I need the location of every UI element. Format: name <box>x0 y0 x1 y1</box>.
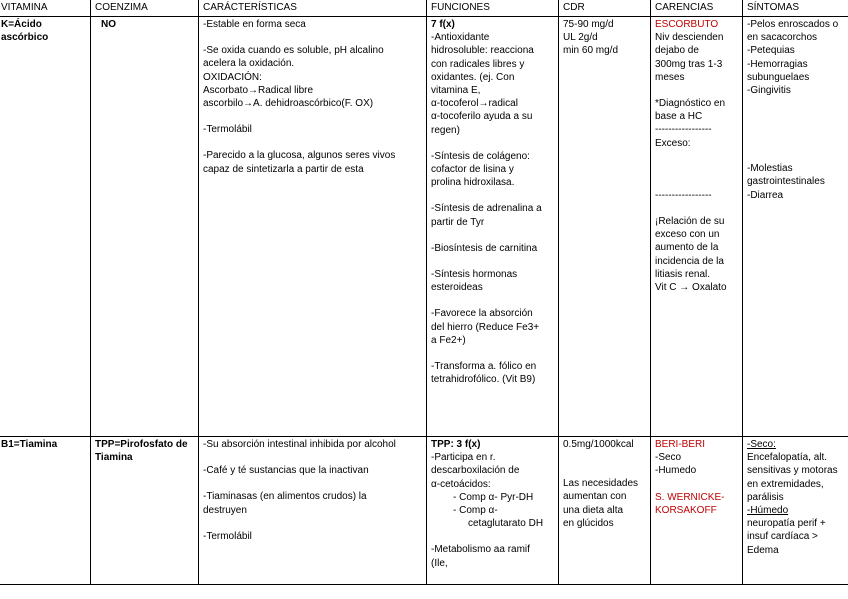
header-vitamina: VITAMINA <box>0 0 91 17</box>
text-line: Vit C → Oxalato <box>655 282 727 294</box>
text-line: acelera la oxidación. <box>203 58 295 70</box>
text-line: esteroideas <box>431 282 483 294</box>
caracteristicas-list <box>203 18 422 176</box>
text-line: -Antioxidante <box>431 32 490 44</box>
table-row-vitamin-c <box>0 17 848 437</box>
vitamina-name: K=Ácido ascórbico <box>1 19 49 44</box>
text-line: 0.5mg/1000kcal <box>563 439 634 450</box>
text-line: α-cetoácidos: <box>431 478 491 490</box>
text-line: -Biosíntesis de carnitina <box>431 242 538 254</box>
text-line: hidrosoluble: reacciona <box>431 45 534 57</box>
funciones-title: TPP: 3 f(x) <box>431 439 481 450</box>
text-line <box>747 149 848 162</box>
coenzima-value: NO <box>101 19 116 30</box>
sintomas-seco-list <box>747 451 848 504</box>
text-line: *Diagnóstico en <box>655 98 726 110</box>
text-line: descarboxilación de <box>431 465 520 477</box>
text-line: Encefalopatía, alt. <box>747 452 828 464</box>
funciones-list <box>431 451 554 491</box>
header-funciones: FUNCIONES <box>427 0 559 17</box>
text-line: UL 2g/d <box>563 32 598 44</box>
text-line: ascorbilo→A. dehidroascórbico(F. OX) <box>203 98 374 110</box>
funciones-list <box>431 31 554 386</box>
text-line: destruyen <box>203 504 247 516</box>
text-line: 75-90 mg/d <box>563 19 614 30</box>
text-line: base a HC <box>655 111 703 123</box>
text-line: oxidantes. (ej. Con <box>431 71 515 83</box>
text-line: ----------------- <box>655 189 712 201</box>
carencias-korsakoff: KORSAKOFF <box>655 504 717 516</box>
text-line: Ascorbato→Radical libre <box>203 84 314 96</box>
text-line: del hierro (Reduce Fe3+ <box>431 321 540 333</box>
text-line: α-tocoferilo ayuda a su <box>431 111 533 123</box>
text-line <box>203 31 422 44</box>
text-line: 300mg tras 1-3 <box>655 58 723 70</box>
funciones-title: 7 f(x) <box>431 19 455 30</box>
table-row-vitamin-b1 <box>0 437 848 585</box>
text-line: -Síntesis hormonas <box>431 269 518 281</box>
text-line <box>563 464 646 477</box>
text-line <box>431 530 554 543</box>
text-line: en glúcidos <box>563 517 614 529</box>
text-line: en extremidades, <box>747 478 824 490</box>
text-line: α-tocoferol→radical <box>431 98 518 110</box>
carencias-beriberi: BERI-BERI <box>655 439 706 450</box>
cell-caracteristicas <box>199 17 427 437</box>
cdr-list <box>563 438 646 530</box>
text-line: -Su absorción intestinal inhibida por alcohol <box>203 439 396 450</box>
vitamina-name: B1=Tiamina <box>1 439 58 450</box>
text-line <box>747 123 848 136</box>
header-cdr: CDR <box>559 0 651 17</box>
text-line: ----------------- <box>655 124 712 136</box>
text-line: dejabo de <box>655 45 699 57</box>
cell-cdr <box>559 437 651 585</box>
text-line: OXIDACIÓN: <box>203 71 262 83</box>
text-line: Las necesidades <box>563 478 639 490</box>
text-line: Niv descienden <box>655 32 724 44</box>
text-line: vitamina E, <box>431 85 481 97</box>
text-line: -Humedo <box>655 465 697 477</box>
text-line: -Gingivitis <box>747 85 791 97</box>
funciones-tail <box>431 530 554 569</box>
text-line: capaz de sintetizarla a partir de esta <box>203 163 364 175</box>
text-line <box>203 451 422 464</box>
cell-cdr <box>559 17 651 437</box>
funciones-bullet: - Comp α- <box>453 505 498 517</box>
cell-coenzima <box>91 437 199 585</box>
text-line <box>431 347 554 360</box>
caracteristicas-list <box>203 438 422 543</box>
text-line: -Favorece la absorción <box>431 308 533 320</box>
cdr-list <box>563 18 646 58</box>
text-line: neuropatía perif + <box>747 518 826 530</box>
sintomas-list <box>747 18 848 202</box>
text-line: -Metabolismo aa ramif <box>431 544 530 556</box>
text-line: -Estable en forma seca <box>203 19 306 30</box>
text-line <box>655 84 738 97</box>
text-line: ¡Relación de su <box>655 216 725 228</box>
text-line: con radicales libres y <box>431 58 525 70</box>
text-line: -Parecido a la glucosa, algunos seres vivos <box>203 150 396 162</box>
text-line: -Síntesis de adrenalina a <box>431 203 542 215</box>
header-carencias: CARENCIAS <box>651 0 743 17</box>
cell-sintomas <box>743 17 848 437</box>
text-line: litiasis renal. <box>655 268 711 280</box>
text-line: insuf cardíaca > <box>747 531 818 543</box>
text-line <box>203 136 422 149</box>
text-line <box>431 255 554 268</box>
text-line: aumentan con <box>563 491 627 503</box>
text-line <box>203 110 422 123</box>
header-coenzima: COENZIMA <box>91 0 199 17</box>
text-line <box>747 110 848 123</box>
text-line <box>431 189 554 202</box>
cell-vitamina <box>0 437 91 585</box>
cell-sintomas <box>743 437 848 585</box>
text-line <box>747 136 848 149</box>
text-line <box>655 176 738 189</box>
text-line: -Seco <box>655 452 682 464</box>
text-line: partir de Tyr <box>431 216 485 228</box>
text-line: -Café y té sustancias que la inactivan <box>203 465 369 477</box>
text-line: -Pelos enroscados o <box>747 19 839 30</box>
text-line: -Tiaminasas (en alimentos crudos) la <box>203 491 367 503</box>
text-line: min 60 mg/d <box>563 45 619 57</box>
cell-funciones <box>427 17 559 437</box>
text-line: -Diarrea <box>747 189 784 201</box>
text-line <box>203 517 422 530</box>
cell-caracteristicas <box>199 437 427 585</box>
text-line: -Molestias <box>747 163 793 175</box>
carencias-list <box>655 451 738 477</box>
text-line: prolina hidroxilasa. <box>431 177 515 189</box>
sintomas-seco-label: -Seco: <box>747 439 776 450</box>
text-line: regen) <box>431 124 460 136</box>
text-line: parálisis <box>747 491 784 503</box>
funciones-bullet: - Comp α- Pyr-DH <box>453 491 534 503</box>
text-line <box>431 137 554 150</box>
text-line: -Petequias <box>747 45 795 57</box>
text-line: -Síntesis de colágeno: <box>431 150 530 162</box>
text-line: (Ile, <box>431 557 448 569</box>
text-line: incidencia de la <box>655 255 724 267</box>
text-line <box>431 294 554 307</box>
text-line: una dieta alta <box>563 504 624 516</box>
cell-carencias <box>651 17 743 437</box>
text-line: -Termolábil <box>203 124 252 136</box>
coenzima-value: TPP=Pirofosfato de Tiamina <box>95 439 188 464</box>
text-line: gastrointestinales <box>747 176 825 188</box>
text-line: tetrahidrofólico. (Vit B9) <box>431 374 536 386</box>
header-sintomas: SÍNTOMAS <box>743 0 848 17</box>
text-line <box>203 477 422 490</box>
text-line <box>747 97 848 110</box>
text-line: sensitivas y motoras <box>747 465 838 477</box>
text-line <box>655 150 738 163</box>
text-line: -Termolábil <box>203 530 252 542</box>
text-line <box>563 451 646 464</box>
text-line: Edema <box>747 544 779 556</box>
sintomas-humedo-list <box>747 517 848 557</box>
text-line: subunguelaes <box>747 71 810 83</box>
header-row <box>0 0 848 17</box>
text-line: -Se oxida cuando es soluble, pH alcalino <box>203 45 384 57</box>
text-line: aumento de la <box>655 242 719 254</box>
text-line: exceso con un <box>655 229 720 241</box>
carencias-wernicke: S. WERNICKE- <box>655 491 725 503</box>
text-line: cofactor de lisina y <box>431 164 514 176</box>
text-line <box>655 163 738 176</box>
sintomas-humedo-label: -Húmedo <box>747 505 789 517</box>
cell-vitamina <box>0 17 91 437</box>
text-line: a Fe2+) <box>431 334 466 346</box>
cell-funciones <box>427 437 559 585</box>
carencias-title: ESCORBUTO <box>655 19 719 30</box>
text-line: en sacacorchos <box>747 32 818 44</box>
header-caracteristicas: CARÁCTERÍSTICAS <box>199 0 427 17</box>
text-line: -Hemorragias <box>747 58 808 70</box>
cell-coenzima <box>91 17 199 437</box>
carencias-list <box>655 31 738 294</box>
funciones-bullet-cont: cetaglutarato DH <box>468 518 544 530</box>
cell-carencias <box>651 437 743 585</box>
text-line <box>655 202 738 215</box>
text-line: Exceso: <box>655 137 691 149</box>
text-line <box>431 229 554 242</box>
text-line: -Transforma a. fólico en <box>431 361 537 373</box>
text-line: meses <box>655 71 685 83</box>
text-line: -Participa en r. <box>431 452 496 464</box>
